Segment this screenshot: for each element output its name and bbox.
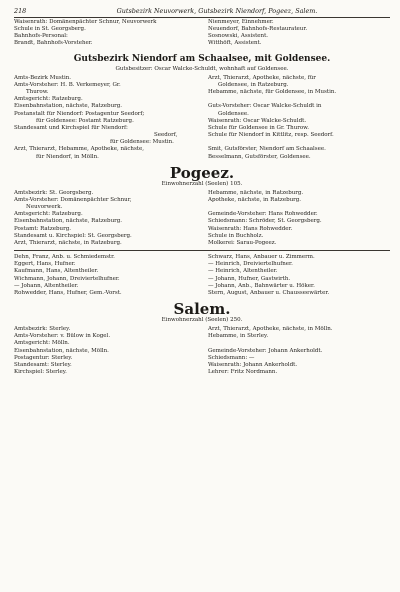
entry-right: Besselmann, Gutsförster, Goldensee. (208, 153, 311, 160)
entry-left: Neuvorwerk. (26, 204, 63, 211)
entry-right: Schule für Goldensee in Gr. Thurow. (208, 124, 309, 131)
entry-row (14, 211, 390, 218)
entry-right: Schiedsmann: — (208, 354, 255, 361)
spacer (14, 48, 390, 52)
entry-row (14, 197, 390, 204)
resident-row (14, 283, 390, 290)
entry-right: Schiedsmann: Schröder, St. Georgsberg. (208, 218, 322, 225)
resident-left: — Johann, Altentheiler. (14, 282, 79, 289)
entry-right (202, 96, 390, 103)
entry-right: Smit, Gutsförster, Niendorf am Schaalsee. (208, 146, 326, 153)
entry-left: Standesamt u. Kirchspiel: St. Georgsberg. (14, 232, 132, 239)
entry-row (14, 139, 390, 146)
section-heading-pogeez: Pogeez. (169, 163, 235, 182)
section-rule (14, 250, 390, 251)
entry-row (14, 103, 390, 110)
entry-row (14, 146, 390, 153)
entry-right (202, 139, 390, 146)
entry-row (14, 355, 390, 362)
entry-right: Arzt, Thierarzt, Apotheke, nächste, für (208, 74, 316, 81)
entry-row (14, 240, 390, 247)
entry-row (14, 233, 390, 240)
entry-right: Hebamme, nächste, für Goldensee, in Mustin. (208, 89, 337, 96)
salem-entries (14, 326, 390, 376)
entry-right: Waisenrath: Johann Ankerholdt. (208, 361, 298, 368)
entry-row (14, 111, 390, 118)
entry-row (14, 204, 390, 211)
resident-left: Wichmann, Johann, Dreiviertelhufner. (14, 275, 120, 282)
resident-left: Kaufmann, Hans, Altentheiler. (14, 268, 99, 275)
entry-right: Witthöft, Assistent. (208, 40, 262, 47)
entry-right (202, 204, 390, 211)
entry-row (14, 226, 390, 233)
entry-left: Amts-Bezirk Mustin. (14, 74, 71, 81)
resident-row (14, 254, 390, 261)
resident-row (14, 261, 390, 268)
entry-left: Seedorf, (154, 132, 178, 139)
entry-left: Arzt, Thierarzt, Hebamme, Apotheke, nächste, (14, 146, 144, 153)
resident-left: Eggert, Hans, Hufner. (14, 261, 76, 268)
running-title: Gutsbezirk Neuvorwerk, Gutsbezirk Niendorf, Pogeez, Salem. (116, 7, 318, 15)
entry-right: Neuendorf, Bahnhofs-Restaurateur. (208, 26, 308, 33)
entry-right: Nienmeyer, Einnehmer. (208, 19, 274, 25)
resident-right: — Heinrich, Altentheiler. (208, 268, 278, 275)
resident-right: — Heinrich, Dreiviertelhufner. (208, 261, 293, 268)
entry-left: Amts-Vorsteher: H. B. Verkemeyer, Gr. (14, 81, 121, 88)
entry-row (14, 326, 390, 333)
resident-right: — Johann, Hufner, Gastwirth. (208, 275, 291, 282)
running-header (14, 6, 390, 16)
entry-left: Schule in St. Georgsberg. (14, 26, 86, 33)
resident-row (14, 276, 390, 283)
entry-row (14, 154, 390, 161)
entry-right: Waisenrath: Hans Rohwedder. (208, 225, 293, 232)
entry-right: Hebamme, nächste, in Ratzeburg. (208, 189, 304, 196)
entry-left: Postagentur: Sterley. (14, 354, 73, 361)
pogeez-entries (14, 190, 390, 247)
page-number: 218 (14, 7, 27, 15)
entry-left: Amtsbezirk: Sterley. (14, 326, 71, 333)
entry-left: Bahnhofs-Personal: (14, 33, 68, 40)
entry-left: Arzt, Thierarzt, nächste, in Ratzeburg. (14, 239, 122, 246)
section-heading-salem: Salem. (173, 300, 231, 318)
entry-left: Postanstalt für Niendorf: Postagentur Seedorf; (14, 110, 145, 117)
entry-right: Guts-Vorsteher: Oscar Walcke-Schuldt in (208, 103, 322, 110)
entry-left: Kirchspiel: Sterley. (14, 369, 67, 376)
niendorf-owner: Gutsbesitzer: Oscar Walcke-Schuldt, wohnhaft auf Goldensee. (115, 65, 289, 72)
entry-right: Schule in Buchholz. (208, 232, 264, 239)
entry-right: Schule für Niendorf in Kittlitz, resp. Seedorf. (208, 132, 334, 139)
entry-left: Eisenbahnstation, nächste, Ratzeburg. (14, 218, 123, 225)
entry-row (14, 362, 390, 369)
entry-left: Eisenbahnstation, nächste, Mölln. (14, 347, 109, 354)
entry-row (14, 348, 390, 355)
entry-row (14, 340, 390, 347)
entry-left: Amts-Vorsteher: v. Bülow in Kogel. (14, 333, 111, 340)
entry-right: Sosnowski, Assistent. (208, 33, 269, 40)
entry-right: Hebamme, in Sterley. (208, 333, 269, 340)
entry-row (14, 333, 390, 340)
top-entries (14, 19, 390, 48)
entry-left: Amtsgericht: Mölln. (14, 340, 70, 347)
entry-left: Amts-Vorsteher: Domänenpächter Schnur, (14, 196, 132, 203)
entry-row (14, 89, 390, 96)
entry-row (14, 26, 390, 33)
entry-row (14, 40, 390, 47)
niendorf-entries (14, 75, 390, 161)
entry-left: Brandt, Bahnhofs-Vorsteher. (14, 40, 93, 47)
entry-row (14, 218, 390, 225)
entry-right: Apotheke, nächste, in Ratzeburg. (208, 196, 302, 203)
entry-row (14, 190, 390, 197)
resident-row (14, 290, 390, 297)
entry-left: Waisenrath: Domänenpächter Schnur, Neuvorwerk (14, 19, 157, 25)
section-heading-niendorf: Gutsbezirk Niendorf am Schaalsee, mit Goldensee. (73, 53, 331, 64)
entry-right: Molkerei: Sarau-Pogeez. (208, 239, 277, 246)
entry-row (14, 82, 390, 89)
entry-left: Postamt: Ratzeburg. (14, 225, 71, 232)
entry-left: Amtsgericht: Ratzeburg. (14, 211, 83, 218)
entry-left: Thurow. (26, 89, 49, 96)
entry-row (14, 369, 390, 376)
resident-right: Schwarz, Hans, Anbauer u. Zimmerm. (208, 254, 315, 261)
entry-left: für Niendorf, in Mölln. (36, 153, 99, 160)
entry-row (14, 75, 390, 82)
entry-row (14, 33, 390, 40)
entry-row (14, 125, 390, 132)
resident-left: Dehn, Franz, Anb. u. Schmiedemstr. (14, 254, 115, 261)
entry-left: Standesamt und Kirchspiel für Niendorf: (14, 124, 128, 131)
entry-right: Gemeinde-Vorsteher: Johann Ankerholdt. (208, 347, 323, 354)
entry-right: Lehrer: Fritz Nordmann. (208, 369, 278, 376)
entry-row (14, 19, 390, 26)
resident-row (14, 268, 390, 275)
entry-right: Waisenrath: Oscar Walcke-Schuldt. (208, 117, 307, 124)
entry-left: für Goldensee: Mustin. (110, 139, 174, 146)
entry-row (14, 96, 390, 103)
entry-left: Eisenbahnstation, nächste, Ratzeburg. (14, 103, 123, 110)
entry-left: Standesamt: Sterley. (14, 361, 72, 368)
resident-right: — Johann, Anb., Bahnwärter u. Höker. (208, 282, 315, 289)
entry-row (14, 132, 390, 139)
entry-right: Goldensee. (218, 110, 249, 117)
entry-right: Gemeinde-Vorsteher: Hans Rohwedder. (208, 211, 318, 218)
resident-left: Rohwedder, Hans, Hufner, Gem.-Vorst. (14, 289, 122, 296)
header-rule (14, 17, 390, 18)
salem-population: Einwohnerzahl (Seelen) 250. (161, 317, 243, 323)
resident-right: Stern, August, Anbauer u. Chausseewärter. (208, 289, 330, 296)
entry-left: Amtsbezirk: St. Georgsberg. (14, 189, 94, 196)
entry-right: Goldensee, in Ratzeburg. (218, 81, 289, 88)
pogeez-residents (14, 254, 390, 297)
entry-left: für Goldensee: Postamt Ratzeburg. (36, 117, 134, 124)
pogeez-population: Einwohnerzahl (Seelen) 105. (161, 180, 243, 187)
entry-right: Arzt, Thierarzt, Apotheke, nächste, in Mölln. (208, 326, 333, 333)
entry-left: Amtsgericht: Ratzeburg. (14, 96, 83, 103)
entry-right (202, 340, 390, 347)
entry-row (14, 118, 390, 125)
